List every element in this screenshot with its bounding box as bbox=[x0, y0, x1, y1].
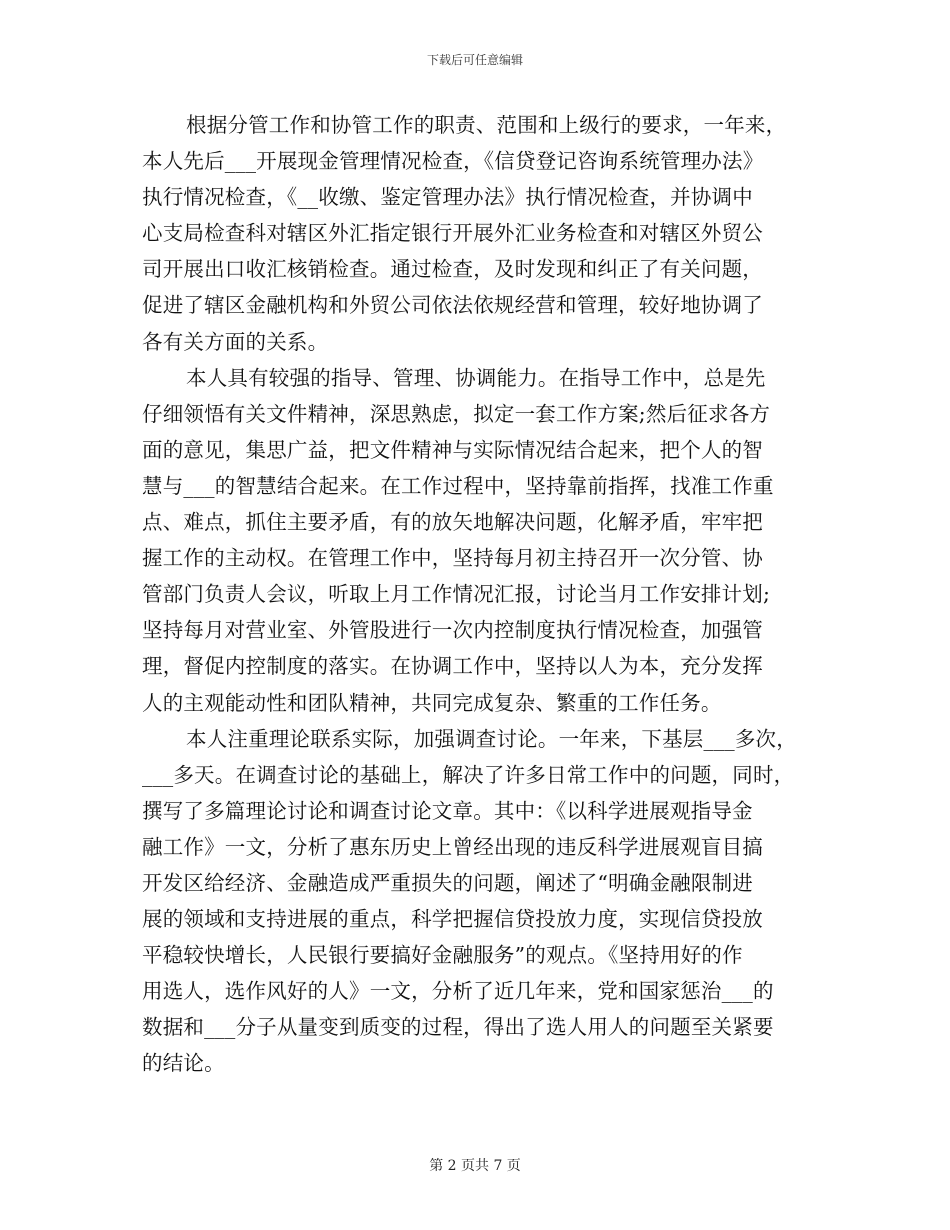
text-line: ___多天。在调查讨论的基础上，解决了许多日常工作中的问题，同时， bbox=[142, 762, 795, 787]
page-number: 第 2 页共 7 页 bbox=[429, 1158, 521, 1174]
text-line: 点、难点，抓住主要矛盾，有的放矢地解决问题，化解矛盾，牢牢把 bbox=[142, 510, 763, 535]
text-line: 面的意见，集思广益，把文件精神与实际情况结合起来，把个人的智 bbox=[142, 437, 763, 462]
text-line: 根据分管工作和协管工作的职责、范围和上级行的要求，一年来， bbox=[186, 113, 787, 137]
page-header: 下载后可任意编辑 bbox=[426, 53, 523, 67]
text-line: 握工作的主动权。在管理工作中，坚持每月初主持召开一次分管、协 bbox=[142, 546, 763, 571]
text-line: 人的主观能动性和团队精神，共同完成复杂、繁重的工作任务。 bbox=[142, 690, 722, 715]
text-line: 的结论。 bbox=[142, 1051, 225, 1076]
text-line: 各有关方面的关系。 bbox=[142, 329, 329, 354]
text-line: 数据和___分子从量变到质变的过程，得出了选人用人的问题至关紧要 bbox=[142, 1015, 774, 1040]
text-line: 理，督促内控制度的落实。在协调工作中，坚持以人为本，充分发挥 bbox=[142, 654, 763, 679]
document-body bbox=[142, 107, 834, 1082]
text-line: 撰写了多篇理论讨论和调查讨论文章。其中：《以科学进展观指导金 bbox=[142, 798, 753, 823]
text-line: 心支局检查科对辖区外汇指定银行开展外汇业务检查和对辖区外贸公 bbox=[142, 221, 763, 246]
text-line: 执行情况检查，《__收缴、鉴定管理办法》执行情况检查，并协调中 bbox=[142, 185, 753, 210]
text-line: 促进了辖区金融机构和外贸公司依法依规经营和管理，较好地协调了 bbox=[142, 293, 763, 318]
text-line: 用选人，选作风好的人》一文，分析了近几年来，党和国家惩治___的 bbox=[142, 979, 774, 1004]
text-line: 慧与___的智慧结合起来。在工作过程中，坚持靠前指挥，找准工作重 bbox=[142, 473, 774, 498]
text-line: 本人注重理论联系实际，加强调查讨论。一年来，下基层___多次， bbox=[186, 726, 797, 751]
paragraph-2 bbox=[142, 360, 834, 721]
text-line: 坚持每月对营业室、外管股进行一次内控制度执行情况检查，加强管 bbox=[142, 618, 763, 643]
text-line: 本人先后___开展现金管理情况检查，《信贷登记咨询系统管理办法》 bbox=[142, 149, 764, 174]
paragraph-1 bbox=[142, 107, 834, 360]
text-line: 仔细领悟有关文件精神，深思熟虑，拟定一套工作方案;然后征求各方 bbox=[142, 401, 771, 426]
text-line: 融工作》一文，分析了惠东历史上曾经出现的违反科学进展观盲目搞 bbox=[142, 834, 763, 859]
text-line: 管部门负责人会议，听取上月工作情况汇报，讨论当月工作安排计划; bbox=[142, 582, 771, 607]
text-line: 司开展出口收汇核销检查。通过检查，及时发现和纠正了有关问题， bbox=[142, 257, 763, 282]
text-line: 开发区给经济、金融造成严重损失的问题，阐述了“明确金融限制进 bbox=[142, 870, 753, 895]
text-line: 平稳较快增长，人民银行要搞好金融服务”的观点。《坚持用好的作 bbox=[142, 943, 743, 968]
text-line: 本人具有较强的指导、管理、协调能力。在指导工作中，总是先 bbox=[186, 365, 766, 390]
text-line: 展的领域和支持进展的重点，科学把握信贷投放力度，实现信贷投放 bbox=[142, 907, 763, 932]
paragraph-3 bbox=[142, 721, 834, 1082]
